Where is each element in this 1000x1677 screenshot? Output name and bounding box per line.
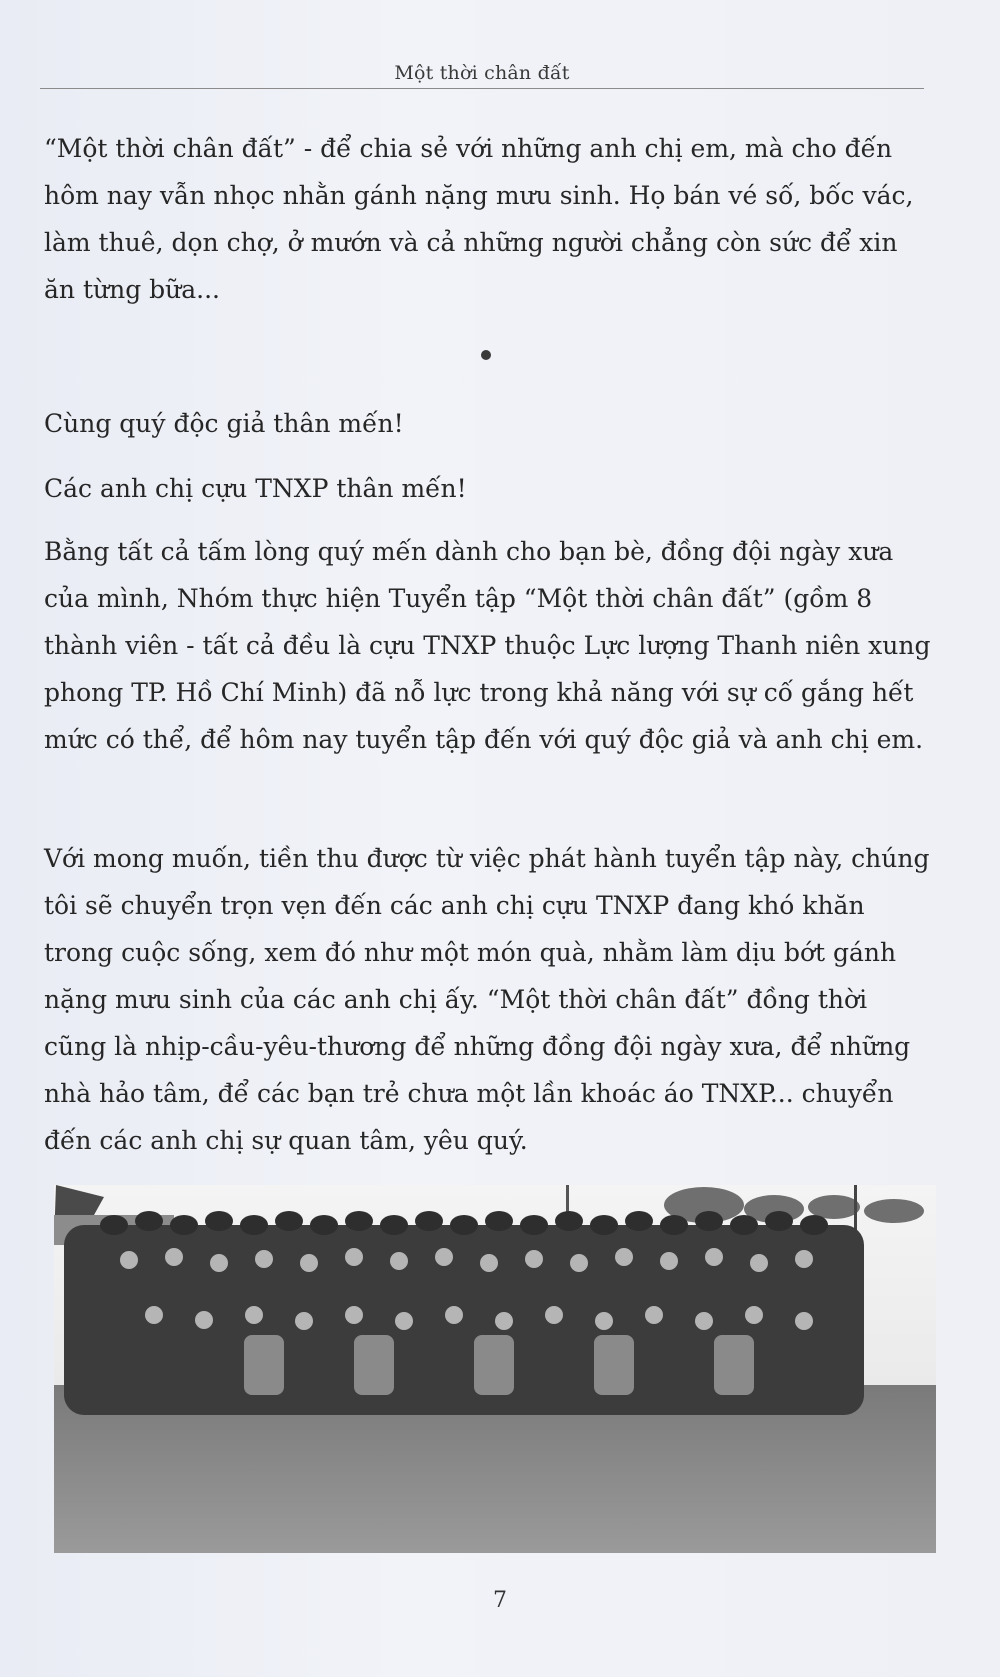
- paragraph-intro: “Một thời chân đất” - để chia sẻ với những anh chị em, mà cho đến hôm nay vẫn nhọc nhằn gánh nặng mưu sinh. Họ bán vé số, bốc vác, làm thuê, dọn chợ, ở mướn và cả những người chẳng còn sức để xin ăn từng bữa...: [44, 134, 914, 304]
- running-header: Một thời chân đất: [394, 62, 570, 84]
- group-photo: [54, 1185, 936, 1553]
- section-separator-bullet: [481, 350, 491, 360]
- group-photo-image: [54, 1185, 936, 1553]
- paragraph-purpose: Với mong muốn, tiền thu được từ việc phát hành tuyển tập này, chúng tôi sẽ chuyển trọn vẹn đến các anh chị cựu TNXP đang khó khăn trong cuộc sống, xem đó như một món quà, nhằm làm dịu bớt gánh nặng mưu sinh của các anh chị ấy. “Một thời chân đất” đồng thời cũng là nhịp-cầu-yêu-thương để những đồng đội ngày xưa, để những nhà hảo tâm, để các bạn trẻ chưa một lần khoác áo TNXP... chuyển đến các anh chị sự quan tâm, yêu quý.: [44, 844, 930, 1155]
- greeting-readers: Cùng quý độc giả thân mến!: [44, 409, 404, 438]
- paragraph-group-effort: Bằng tất cả tấm lòng quý mến dành cho bạn bè, đồng đội ngày xưa của mình, Nhóm thực hiện Tuyển tập “Một thời chân đất” (gồm 8 thành viên - tất cả đều là cựu TNXP thuộc Lực lượng Thanh niên xung phong TP. Hồ Chí Minh) đã nỗ lực trong khả năng với sự cố gắng hết mức có thể, để hôm nay tuyển tập đến với quý độc giả và anh chị em.: [44, 537, 931, 754]
- header-rule: [40, 88, 924, 89]
- page-number: 7: [493, 1588, 507, 1613]
- greeting-tnxp: Các anh chị cựu TNXP thân mến!: [44, 474, 467, 503]
